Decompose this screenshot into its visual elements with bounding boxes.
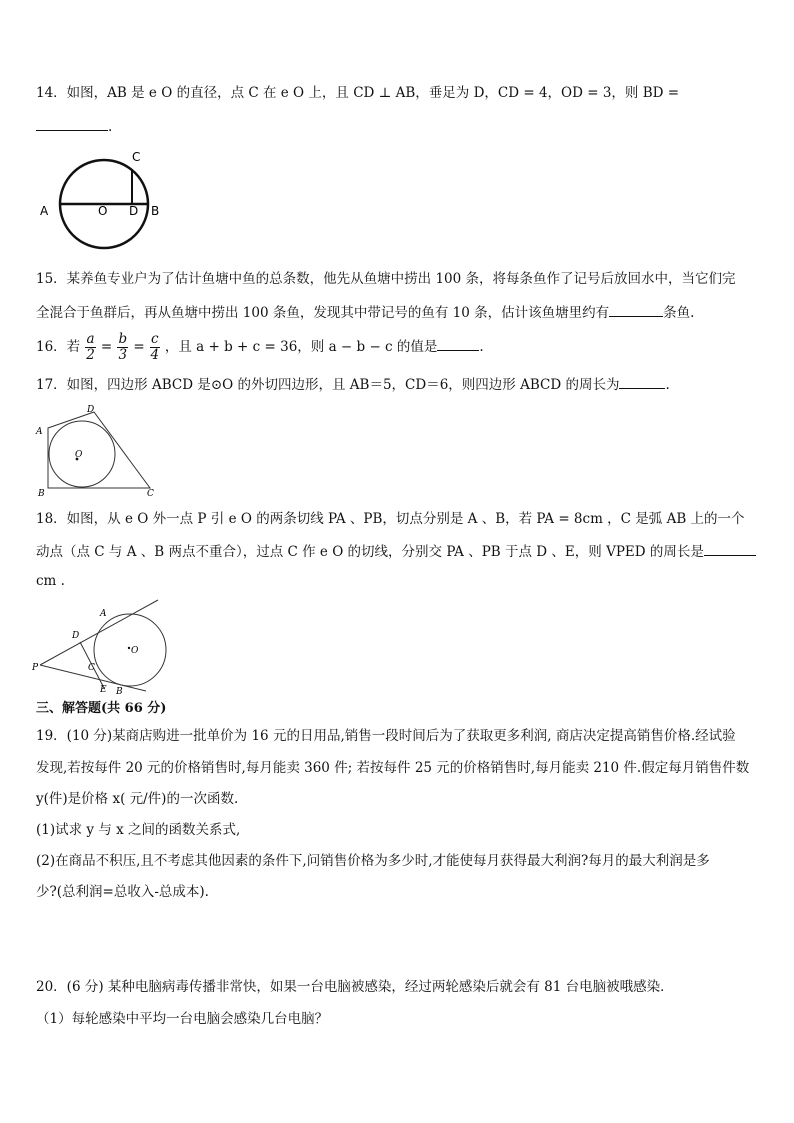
q14-label-b: B [151,204,160,218]
q18-answer-blank[interactable] [704,541,756,556]
q16-fraction-c [150,332,160,363]
q18-line1: 18．如图，从 e O 外一点 P 引 e O 的两条切线 PA 、PB，切点分别是 A 、B，若 PA = 8cm ，C 是弧 AB 上的一个 [36,511,745,527]
q16-frac-b-den: 3 [118,347,128,363]
q16-answer-blank[interactable] [437,336,479,351]
q16-prefix: 16．若 [36,339,81,355]
q18-label-c: C [88,663,95,673]
section-title: 三、解答题(共 66 分) [36,701,167,716]
q16-eq1: = [100,339,113,355]
q14-label-d: D [129,204,139,218]
q16-line [36,330,484,364]
q16-fraction-b [117,332,128,363]
q18-label-a: A [100,609,107,619]
q19-part2-line2: 少?(总利润=总收入-总成本). [36,884,209,900]
q15-line1: 15．某养鱼专业户为了估计鱼塘中鱼的总条数，他先从鱼塘中捞出 100 条，将每条鱼作了记号后放回水中，当它们完 [36,271,736,287]
q19-line2: 发现,若按每件 20 元的价格销售时,每月能卖 360 件; 若按每件 25 元的价格销售时,每月能卖 210 件.假定每月销售件数 [36,760,750,776]
q14-label-a: A [40,204,49,218]
q17-label-o: O [75,450,83,460]
q14-label-c: C [132,150,141,164]
q16-fraction-a [85,332,95,363]
q17-text: 17．如图，四边形 ABCD 是⊙O 的外切四边形，且 AB＝5，CD＝6，则四边形 ABCD 的周长为 [36,377,620,393]
q14-label-o: O [98,204,108,218]
q18-label-p: P [32,663,39,673]
q14-period: . [108,119,113,135]
q18-line3: cm . [36,573,65,589]
q18-figure [30,598,175,698]
q16-period: . [479,339,484,355]
q16-frac-b-num: b [118,331,128,347]
q18-line2-text: 动点（点 C 与 A 、B 两点不重合），过点 C 作 e O 的切线，分别交 PA 、PB 于点 D 、E，则 VPED 的周长是 [36,544,704,560]
q15-line2 [36,302,694,322]
q17-line [36,374,670,394]
q17-label-a: A [36,427,43,437]
q17-period: . [665,377,670,393]
q20-line1: 20．(6 分) 某种电脑病毒传播非常快，如果一台电脑被感染，经过两轮感染后就会有 81 台电脑被哦感染． [36,979,674,995]
q17-figure [30,402,165,500]
q17-label-b: B [38,489,45,499]
q18-label-d: D [72,631,80,641]
q14-answer-line [36,116,112,136]
q19-part1: (1)试求 y 与 x 之间的函数关系式, [36,822,241,838]
q18-label-b: B [116,687,123,697]
q14-figure [36,146,166,256]
q18-label-o: O [131,646,139,656]
q17-quadrilateral [48,412,150,488]
q18-center-dot [128,647,130,649]
q15-line2-end: 条鱼. [663,305,695,321]
q18-label-e: E [100,685,107,695]
q17-label-d: D [87,405,95,415]
q20-part1: （1）每轮感染中平均一台电脑会感染几台电脑？ [36,1011,329,1027]
q16-eq2: = [133,339,145,355]
q14-answer-blank[interactable] [36,116,108,131]
q17-answer-blank[interactable] [619,374,665,389]
q16-frac-a-den: 2 [86,347,95,363]
q16-middle-text: ，且 a + b + c = 36，则 a − b − c 的值是 [164,339,438,355]
q19-line1: 19．(10 分)某商店购进一批单价为 16 元的日用品,销售一段时间后为了获取更多利润, 商店决定提高销售价格.经试验 [36,728,736,744]
q16-frac-c-den: 4 [150,347,160,363]
q16-frac-c-num: c [151,331,159,347]
q18-circle [94,614,166,686]
q19-part2-line1: (2)在商品不积压,且不考虑其他因素的条件下,问销售价格为多少时,才能使每月获得最大利润?每月的最大利润是多 [36,853,710,869]
q17-label-c: C [147,489,154,499]
q18-line2 [36,541,756,561]
q15-answer-blank[interactable] [609,302,663,317]
q19-line3: y(件)是价格 x( 元/件)的一次函数. [36,791,239,807]
q16-frac-a-num: a [86,331,95,347]
q14-line1: 14．如图，AB 是 e O 的直径，点 C 在 e O 上，且 CD ⊥ AB，垂足为 D，CD = 4，OD = 3，则 BD = [36,85,680,101]
q15-line2-text: 全混合于鱼群后，再从鱼塘中捞出 100 条鱼，发现其中带记号的鱼有 10 条，估计该鱼塘里约有 [36,305,610,321]
